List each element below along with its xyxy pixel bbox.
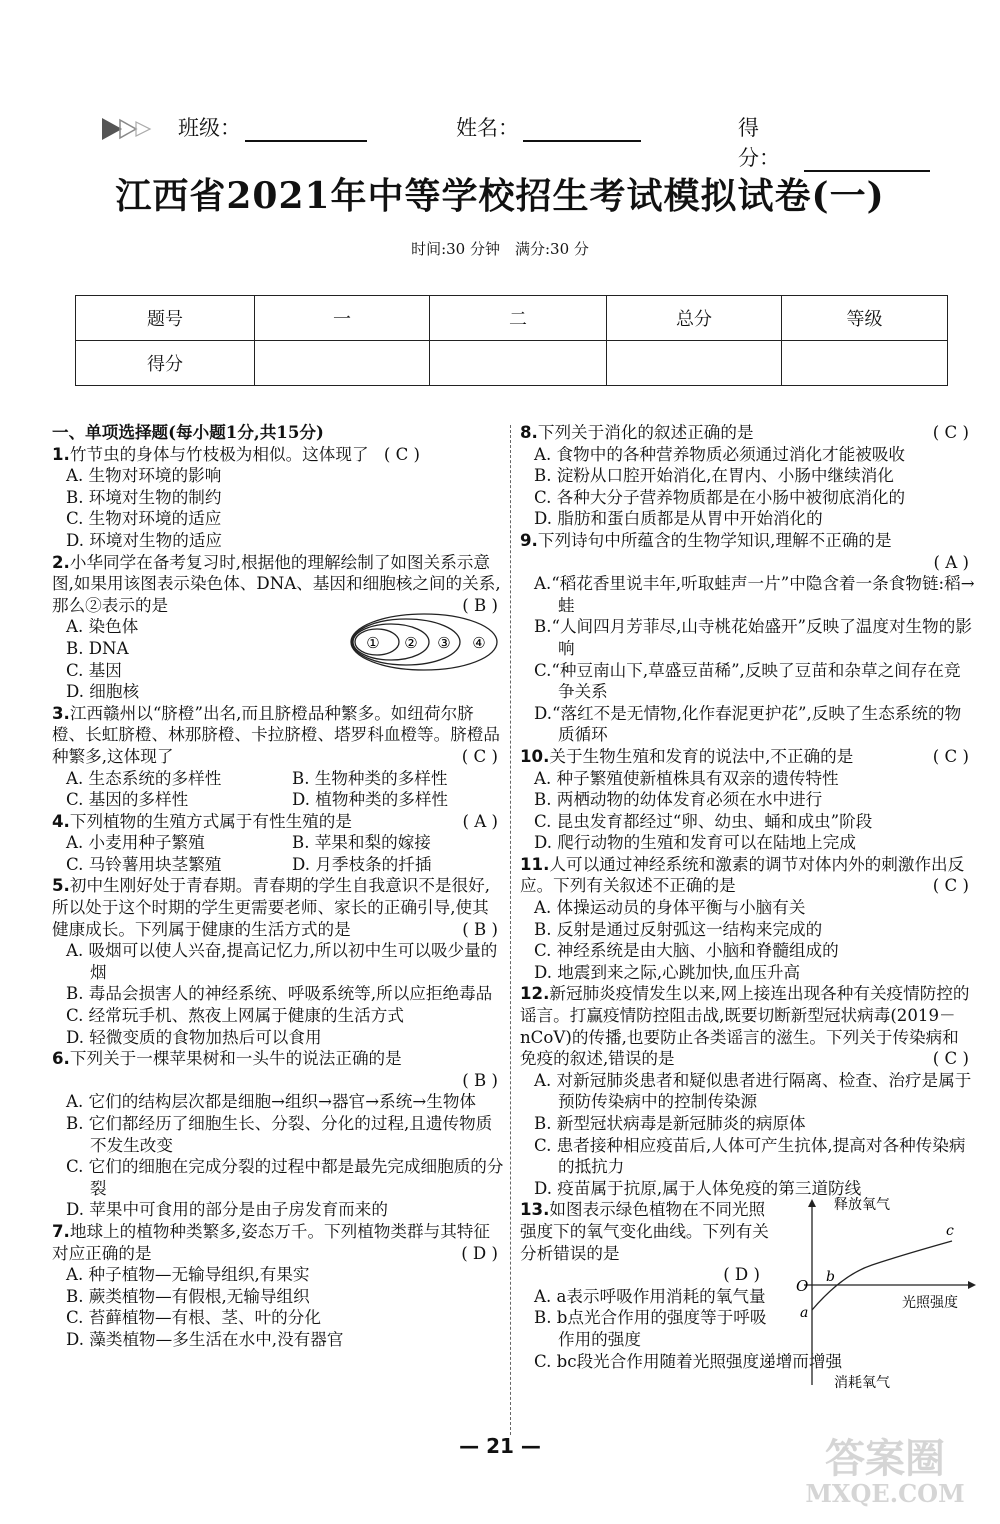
question-stem: 新冠肺炎疫情发生以来,网上接连出现各种有关疫情防控的谣言。打赢疫情防控阻击战,既要切断新型冠状病毒(2019－nCoV)的传播,也要防止各类谣言的滋生。下列关于传染病和免疫的叙述,错误的是 <box>520 984 970 1069</box>
option[interactable]: A. 染色体 <box>66 617 139 637</box>
score-cell[interactable] <box>782 341 948 386</box>
question-3 <box>52 703 504 811</box>
question-4 <box>52 811 504 876</box>
option[interactable]: A. 小麦用种子繁殖 <box>66 833 205 853</box>
option[interactable]: D. 地震到来之际,心跳加快,血压升高 <box>534 962 801 982</box>
option[interactable]: B. 毒品会损害人的神经系统、呼吸系统等,所以应拒绝毒品 <box>66 984 493 1004</box>
left-column <box>52 422 504 1351</box>
option[interactable]: D. 苹果中可食用的部分是由子房发育而来的 <box>66 1200 388 1220</box>
score-table-header: 二 <box>430 296 607 341</box>
question-8 <box>520 422 975 530</box>
question-number: 1. <box>52 444 70 464</box>
exam-title: 江西省2021年中等学校招生考试模拟试卷(一) <box>115 175 885 217</box>
graph-y-bottom-label: 消耗氧气 <box>834 1375 890 1392</box>
option[interactable]: A. 吸烟可以使人兴奋,提高记忆力,所以初中生可以吸少量的烟 <box>66 941 498 982</box>
answer: ( C ) <box>383 444 421 464</box>
option[interactable]: D.“落红不是无情物,化作春泥更护花”,反映了生态系统的物质循环 <box>534 703 962 745</box>
option[interactable]: C. 基因 <box>66 660 122 680</box>
graph-point-b-label: b <box>826 1269 835 1286</box>
question-number: 13. <box>520 1200 550 1220</box>
question-number: 7. <box>52 1221 70 1241</box>
question-stem: 下列植物的生殖方式属于有性生殖的是 <box>69 811 352 831</box>
option[interactable]: B. 苹果和梨的嫁接 <box>292 833 431 853</box>
score-table-header-row <box>76 296 948 341</box>
question-10 <box>520 746 975 854</box>
option[interactable]: C. 生物对环境的适应 <box>66 509 222 529</box>
answer: ( B ) <box>462 919 498 939</box>
option[interactable]: B.“人间四月芳菲尽,山寺桃花始盛开”反映了温度对生物的影响 <box>534 617 972 658</box>
question-7 <box>52 1221 504 1351</box>
answer: ( B ) <box>462 595 498 615</box>
score-label: 得分： <box>738 116 780 170</box>
option[interactable]: A. 它们的结构层次都是细胞→组织→器官→系统→生物体 <box>66 1092 477 1112</box>
option[interactable]: D. 轻微变质的食物加热后可以食用 <box>66 1027 322 1047</box>
question-number: 11. <box>520 854 550 874</box>
name-blank[interactable] <box>523 116 641 142</box>
question-number: 9. <box>520 530 538 550</box>
answer: ( C ) <box>932 1049 969 1069</box>
question-number: 3. <box>52 703 70 723</box>
diagram-label: ④ <box>472 634 486 653</box>
score-table-score-row <box>76 341 948 386</box>
option[interactable]: D. 疫苗属于抗原,属于人体免疫的第三道防线 <box>534 1178 862 1198</box>
oxygen-light-graph <box>782 1195 977 1395</box>
diagram-label: ① <box>366 634 380 653</box>
score-cell[interactable] <box>607 341 782 386</box>
option[interactable]: C. 各种大分子营养物质都是在小肠中被彻底消化的 <box>534 487 906 507</box>
option[interactable]: D. 月季枝条的扦插 <box>292 854 432 874</box>
question-stem: 下列关于消化的叙述正确的是 <box>537 423 754 442</box>
option[interactable]: A. 种子植物—无输导组织,有果实 <box>66 1265 310 1285</box>
question-stem: 地球上的植物种类繁多,姿态万千。下列植物类群与其特征对应正确的是 <box>52 1221 490 1263</box>
answer: ( C ) <box>461 746 498 766</box>
option[interactable]: A. 种子繁殖使新植株具有双亲的遗传特性 <box>534 768 839 788</box>
graph-y-top-label: 释放氧气 <box>834 1197 890 1214</box>
option[interactable]: C. 马铃薯用块茎繁殖 <box>66 854 222 874</box>
section-heading: 一、单项选择题(每小题1分,共15分) <box>52 422 324 442</box>
option[interactable]: A. 食物中的各种营养物质必须通过消化才能被吸收 <box>534 444 906 464</box>
name-field <box>456 112 641 142</box>
name-label: 姓名： <box>456 116 519 140</box>
option[interactable]: C. bc段光合作用随着光照强度递增而增强 <box>534 1351 843 1371</box>
question-6 <box>52 1048 504 1221</box>
option[interactable]: D. 藻类植物—多生活在水中,没有器官 <box>66 1329 344 1349</box>
answer: ( C ) <box>932 423 969 442</box>
option[interactable]: C. 昆虫发育都经过“卵、幼虫、蛹和成虫”阶段 <box>534 811 873 831</box>
option[interactable]: C. 神经系统是由大脑、小脑和脊髓组成的 <box>534 941 839 961</box>
option[interactable]: D. 脂肪和蛋白质都是从胃中开始消化的 <box>534 509 823 529</box>
question-number: 12. <box>520 984 550 1004</box>
option[interactable]: B. 生物种类的多样性 <box>292 768 448 788</box>
answer: ( B ) <box>462 1070 498 1090</box>
option[interactable]: B. DNA <box>66 638 129 658</box>
question-number: 2. <box>52 552 70 572</box>
option[interactable]: C. 患者接种相应疫苗后,人体可产生抗体,提高对各种传染病的抵抗力 <box>534 1135 966 1177</box>
option[interactable]: A. 生态系统的多样性 <box>66 768 222 788</box>
column-divider <box>510 425 511 1435</box>
diagram-label: ② <box>404 634 418 653</box>
option[interactable]: B. 环境对生物的制约 <box>66 487 222 507</box>
question-number: 6. <box>52 1049 70 1069</box>
option[interactable]: B. 它们都经历了细胞生长、分裂、分化的过程,且遗传物质不发生改变 <box>66 1114 493 1155</box>
question-number: 8. <box>520 423 538 442</box>
option[interactable]: A. 对新冠肺炎患者和疑似患者进行隔离、检查、治疗是属于预防传染病中的控制传染源 <box>534 1070 972 1112</box>
option[interactable]: C. 经常玩手机、熬夜上网属于健康的生活方式 <box>66 1006 404 1026</box>
class-field <box>178 112 367 142</box>
option[interactable]: B. 蕨类植物—有假根,无输导组织 <box>66 1286 310 1306</box>
score-cell[interactable] <box>430 341 607 386</box>
question-1 <box>52 444 504 552</box>
question-number: 5. <box>52 876 70 896</box>
question-stem: 下列诗句中所蕴含的生物学知识,理解不正确的是 <box>537 530 892 550</box>
diagram-label: ③ <box>437 634 451 653</box>
option[interactable]: B. 新型冠状病毒是新冠肺炎的病原体 <box>534 1114 806 1133</box>
option[interactable]: C. 苔藓植物—有根、茎、叶的分化 <box>66 1308 321 1328</box>
question-2 <box>52 552 504 703</box>
graph-point-c-label: c <box>946 1223 954 1240</box>
question-12 <box>520 983 975 1199</box>
option[interactable]: C. 基因的多样性 <box>66 790 189 810</box>
graph-x-label: 光照强度 <box>902 1295 958 1312</box>
option[interactable]: C. 它们的细胞在完成分裂的过程中都是最先完成细胞质的分裂 <box>66 1157 504 1198</box>
option[interactable]: C.“种豆南山下,草盛豆苗稀”,反映了豆苗和杂草之间存在竞争关系 <box>534 660 961 702</box>
option[interactable]: D. 细胞核 <box>66 682 140 702</box>
answer: ( D ) <box>723 1265 760 1285</box>
student-info-header <box>100 112 930 170</box>
score-table-header: 总分 <box>607 296 782 341</box>
question-9 <box>520 530 975 746</box>
option[interactable]: D. 植物种类的多样性 <box>292 790 449 810</box>
question-5 <box>52 875 504 1048</box>
option[interactable]: D. 环境对生物的适应 <box>66 530 223 550</box>
score-row-label: 得分 <box>76 341 255 386</box>
question-13 <box>520 1197 975 1392</box>
svg-text:MXQE.COM: MXQE.COM <box>805 1479 965 1508</box>
score-table-header: 一 <box>255 296 430 341</box>
class-label: 班级： <box>178 116 241 140</box>
option[interactable]: A. 体操运动员的身体平衡与小脑有关 <box>534 898 806 918</box>
score-table <box>75 295 948 386</box>
right-column <box>520 422 975 1392</box>
class-blank[interactable] <box>245 116 367 142</box>
nested-ellipse-diagram <box>349 612 499 672</box>
score-table-header: 题号 <box>76 296 255 341</box>
graph-origin-label: O <box>796 1277 809 1296</box>
question-number: 10. <box>520 746 550 766</box>
exam-subtitle: 时间:30 分钟 满分:30 分 <box>411 240 589 258</box>
option[interactable]: D. 爬行动物的生殖和发育可以在陆地上完成 <box>534 833 856 853</box>
question-stem: 竹节虫的身体与竹枝极为相似。这体现了 <box>69 444 369 464</box>
score-field <box>738 112 930 172</box>
watermark-logo <box>790 1420 980 1510</box>
question-stem: 人可以通过神经系统和激素的调节对体内外的刺激作出反应。下列有关叙述不正确的是 <box>520 854 965 896</box>
question-stem: 江西赣州以“脐橙”出名,而且脐橙品种繁多。如纽荷尔脐橙、长虹脐橙、林那脐橙、卡拉脐橙、塔罗科血橙等。脐橙品种繁多,这体现了 <box>52 703 501 766</box>
question-stem: 下列关于一棵苹果树和一头牛的说法正确的是 <box>69 1049 402 1069</box>
arrow-decoration-icon <box>100 116 170 142</box>
svg-text:答案圈: 答案圈 <box>825 1435 945 1482</box>
score-cell[interactable] <box>255 341 430 386</box>
question-stem: 小华同学在备考复习时,根据他的理解绘制了如图关系示意图,如果用该图表示染色体、DNA、基因和细胞核之间的关系,那么②表示的是 <box>52 552 501 615</box>
graph-point-a-label: a <box>800 1305 809 1322</box>
question-stem: 初中生刚好处于青春期。青春期的学生自我意识不是很好,所以处于这个时期的学生更需要老师、家长的正确引导,使其健康成长。下列属于健康的生活方式的是 <box>52 876 490 939</box>
question-stem: 如图表示绿色植物在不同光照强度下的氧气变化曲线。下列有关分析错误的是 <box>520 1200 769 1263</box>
answer: ( C ) <box>932 876 969 896</box>
page-number: — 21 — <box>459 1434 541 1458</box>
option[interactable]: B. 淀粉从口腔开始消化,在胃内、小肠中继续消化 <box>534 466 894 486</box>
option[interactable]: B. b点光合作用的强度等于呼吸作用的强度 <box>534 1308 767 1349</box>
question-11 <box>520 854 975 984</box>
answer: ( D ) <box>461 1243 498 1263</box>
score-table-header: 等级 <box>782 296 948 341</box>
answer: ( A ) <box>462 811 498 831</box>
option[interactable]: A.“稻花香里说丰年,听取蛙声一片”中隐含着一条食物链:稻→蛙 <box>534 574 975 615</box>
option[interactable]: A. a表示呼吸作用消耗的氧气量 <box>534 1286 766 1306</box>
option[interactable]: A. 生物对环境的影响 <box>66 466 222 486</box>
option[interactable]: B. 两栖动物的幼体发育必须在水中进行 <box>534 790 823 810</box>
answer: ( A ) <box>933 552 969 572</box>
question-number: 4. <box>52 811 70 831</box>
question-stem: 关于生物生殖和发育的说法中,不正确的是 <box>549 746 854 766</box>
option[interactable]: B. 反射是通过反射弧这一结构来完成的 <box>534 919 823 939</box>
answer: ( C ) <box>932 746 969 766</box>
